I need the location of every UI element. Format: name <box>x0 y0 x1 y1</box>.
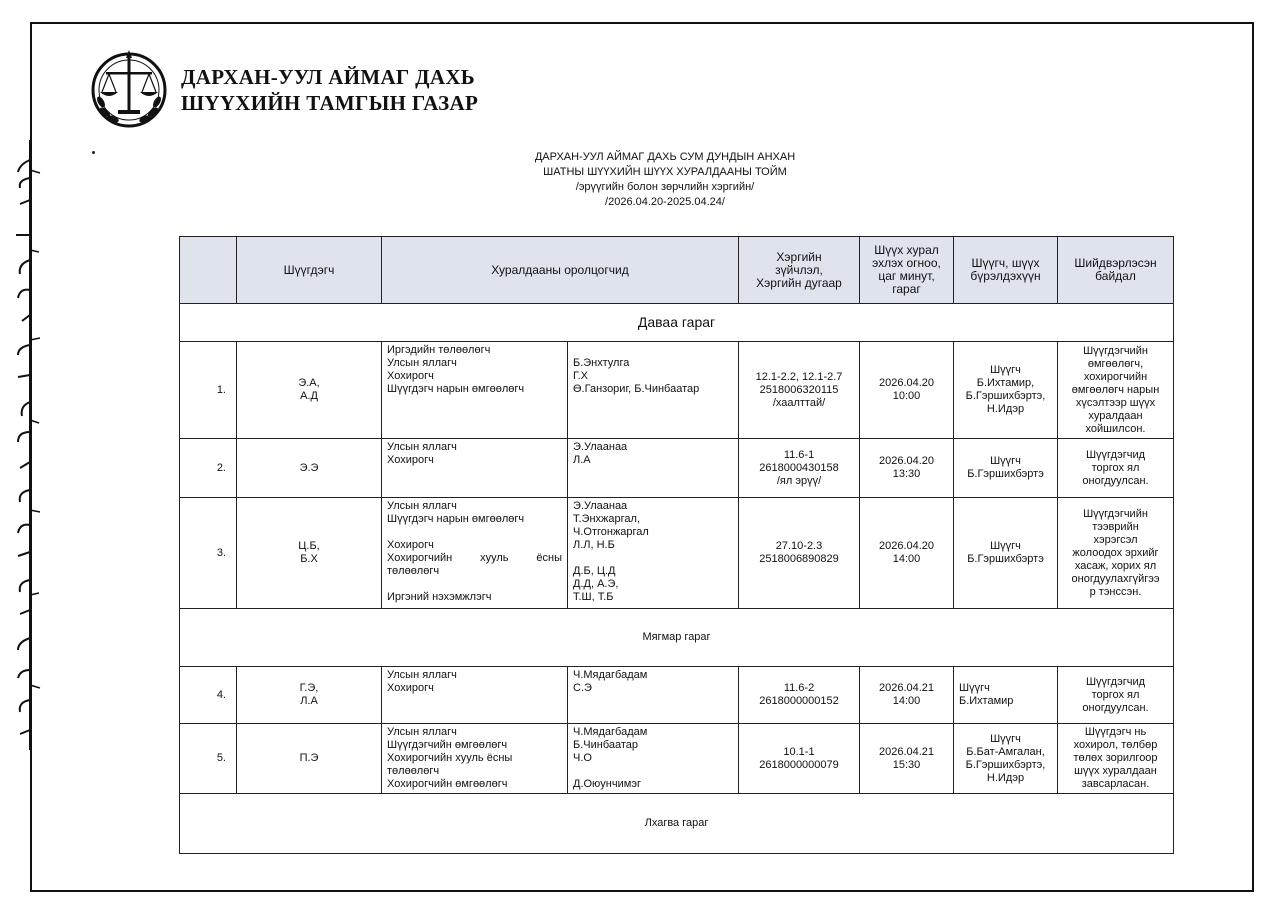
day-row-wednesday <box>180 794 1174 854</box>
mongolian-script-vertical <box>6 140 46 750</box>
table-row <box>180 667 1174 724</box>
day-label: Даваа гараг <box>180 304 1174 342</box>
title-line-3: /эрүүгийн болон зөрчлийн хэргийн/ <box>575 181 755 193</box>
accused-cell: Э.А, А.Д <box>237 342 382 439</box>
judge-cell: Шүүгч Б.Гэршихбэртэ <box>954 439 1058 498</box>
organization-name <box>181 64 478 116</box>
day-row-tuesday <box>180 609 1174 667</box>
header-number <box>180 237 237 304</box>
participant-roles: Улсын яллагч Хохирогч <box>382 667 568 724</box>
title-line-4: /2026.04.20-2025.04.24/ <box>605 196 725 208</box>
hearing-time: 2026.04.20 14:00 <box>860 498 954 609</box>
org-line-2: ШҮҮХИЙН ТАМГЫН ГАЗАР <box>181 91 479 115</box>
participant-names: Б.Энхтулга Г.Х Ө.Ганзориг, Б.Чинбаатар <box>568 342 739 439</box>
day-row-monday <box>180 304 1174 342</box>
org-line-1: ДАРХАН-УУЛ АЙМАГ ДАХЬ <box>181 65 475 89</box>
table-row <box>180 342 1174 439</box>
row-number: 5. <box>180 724 237 794</box>
participant-roles: Улсын яллагч Шүүгдэгчийн өмгөөлөгч Хохирогчийн хууль ёсны төлөөлөгч Хохирогчийн өмгөөлөгч <box>382 724 568 794</box>
participant-roles: Иргэдийн төлөөлөгч Улсын яллагч Хохирогч Шүүгдэгч нарын өмгөөлөгч <box>382 342 568 439</box>
table-row <box>180 724 1174 794</box>
document-title <box>480 150 850 210</box>
accused-cell: П.Э <box>237 724 382 794</box>
result-cell: Шүүгдэгчид торгох ял оногдуулсан. <box>1058 439 1174 498</box>
case-info: 11.6-2 2618000000152 <box>739 667 860 724</box>
row-number: 2. <box>180 439 237 498</box>
accused-cell: Г.Э, Л.А <box>237 667 382 724</box>
header-case: Хэргийн зүйчлэл, Хэргийн дугаар <box>739 237 860 304</box>
accused-cell: Ц.Б, Б.Х <box>237 498 382 609</box>
result-cell: Шүүгдэгч нь хохирол, төлбөр төлөх зорилгоор шүүх хуралдаан завсарласан. <box>1058 724 1174 794</box>
participant-roles: Улсын яллагч Хохирогч <box>382 439 568 498</box>
table-row <box>180 439 1174 498</box>
hearing-time: 2026.04.21 15:30 <box>860 724 954 794</box>
case-info: 12.1-2.2, 12.1-2.7 2518006320115 /хаалттай/ <box>739 342 860 439</box>
speck <box>92 151 95 154</box>
participant-roles: Улсын яллагч Шүүгдэгч нарын өмгөөлөгч Хохирогч Хохирогчийн хууль ёсны төлөөлөгч Иргэний нэхэмжлэгч <box>382 498 568 609</box>
hearing-time: 2026.04.20 10:00 <box>860 342 954 439</box>
day-label: Лхагва гараг <box>180 794 1174 854</box>
row-number: 1. <box>180 342 237 439</box>
row-number: 3. <box>180 498 237 609</box>
title-line-1: ДАРХАН-УУЛ АЙМАГ ДАХЬ СУМ ДУНДЫН АНХАН <box>534 151 796 163</box>
participant-names: Ч.Мядагбадам Б.Чинбаатар Ч.О Д.Оюунчимэг <box>568 724 739 794</box>
result-cell: Шүүгдэгчийн өмгөөлөгч, хохирогчийн өмгөөлөгч нарын хүсэлтээр шүүх хуралдаан хойшилсон. <box>1058 342 1174 439</box>
schedule-table <box>179 236 1174 854</box>
header-accused: Шүүгдэгч <box>237 237 382 304</box>
participant-names: Ч.Мядагбадам С.Э <box>568 667 739 724</box>
hearing-time: 2026.04.21 14:00 <box>860 667 954 724</box>
participant-names: Э.Улаанаа Т.Энхжаргал, Ч.Отгонжаргал Л.Л, Н.Б Д.Б, Ц.Д Д.Д, А.Э, Т.Ш, Т.Б <box>568 498 739 609</box>
hearing-time: 2026.04.20 13:30 <box>860 439 954 498</box>
result-cell: Шүүгдэгчид торгох ял оногдуулсан. <box>1058 667 1174 724</box>
table-row <box>180 498 1174 609</box>
participant-names: Э.Улаанаа Л.А <box>568 439 739 498</box>
row-number: 4. <box>180 667 237 724</box>
judge-cell: Шүүгч Б.Гэршихбэртэ <box>954 498 1058 609</box>
court-emblem-icon <box>88 46 170 130</box>
case-info: 11.6-1 2618000430158 /ял эрүү/ <box>739 439 860 498</box>
header-result: Шийдвэрлэсэн байдал <box>1058 237 1174 304</box>
header-time: Шүүх хурал эхлэх огноо, цаг минут, гараг <box>860 237 954 304</box>
judge-cell: Шүүгч Б.Бат-Амгалан, Б.Гэршихбэртэ, Н.Идэр <box>954 724 1058 794</box>
accused-cell: Э.Э <box>237 439 382 498</box>
header-participants: Хуралдааны оролцогчид <box>382 237 739 304</box>
case-info: 27.10-2.3 2518006890829 <box>739 498 860 609</box>
title-line-2: ШАТНЫ ШҮҮХИЙН ШҮҮХ ХУРАЛДААНЫ ТОЙМ <box>543 166 787 178</box>
day-label: Мягмар гараг <box>180 609 1174 667</box>
table-header-row <box>180 237 1174 304</box>
case-info: 10.1-1 2618000000079 <box>739 724 860 794</box>
header-judge: Шүүгч, шүүх бүрэлдэхүүн <box>954 237 1058 304</box>
judge-cell: Шүүгч Б.Ихтамир, Б.Гэршихбэртэ, Н.Идэр <box>954 342 1058 439</box>
result-cell: Шүүгдэгчийн тээврийн хэрэгсэл жолоодох эрхийг хасаж, хорих ял оногдуулахгүйгээ р тэнссэн. <box>1058 498 1174 609</box>
judge-cell: Шүүгч Б.Ихтамир <box>954 667 1058 724</box>
